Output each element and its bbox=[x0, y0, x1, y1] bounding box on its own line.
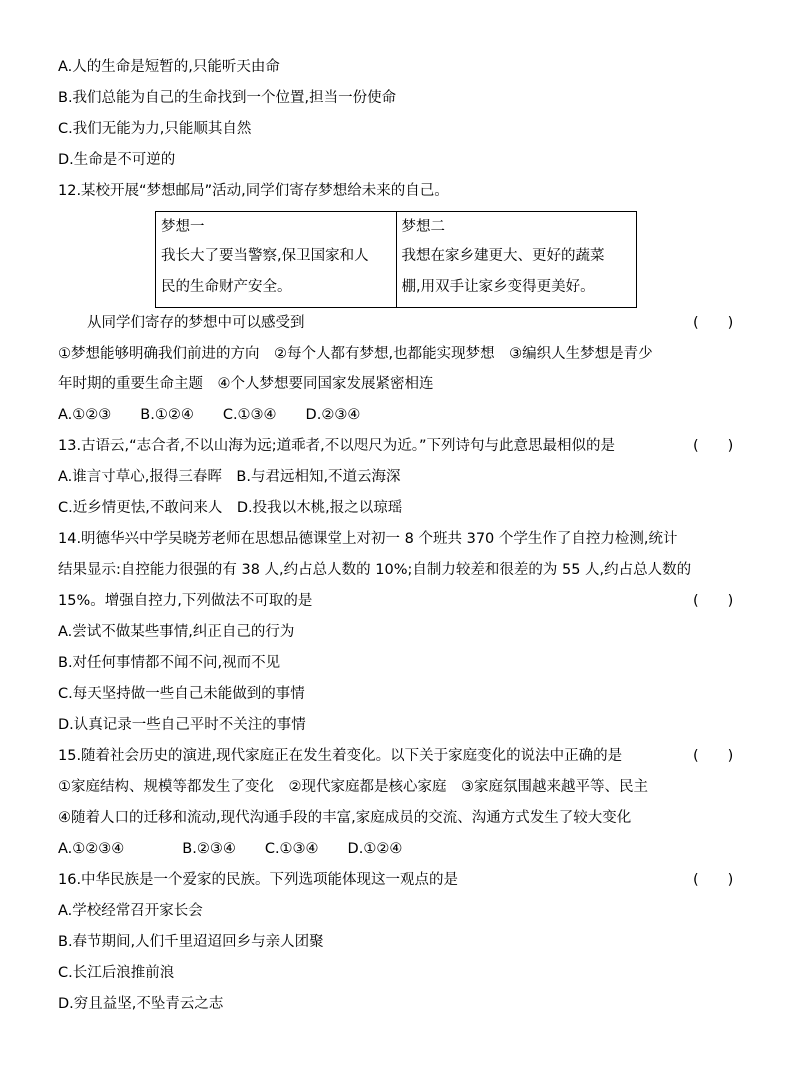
q14-option-b: B.对任何事情都不闻不问,视而不见 bbox=[58, 655, 281, 671]
dream-two-cell bbox=[396, 212, 637, 308]
q15-stem: 15.随着社会历史的演进,现代家庭正在发生着变化。以下关于家庭变化的说法中正确的是 bbox=[58, 748, 623, 764]
q14-answer-paren: ( ) bbox=[693, 593, 734, 609]
q12-statements-line1: ①梦想能够明确我们前进的方向 ②每个人都有梦想,也都能实现梦想 ③编织人生梦想是青少 bbox=[58, 346, 653, 362]
dream-one-line2: 民的生命财产安全。 bbox=[161, 279, 292, 295]
q15-statements-line1: ①家庭结构、规模等都发生了变化 ②现代家庭都是核心家庭 ③家庭氛围越来越平等、民主 bbox=[58, 779, 648, 795]
q12-options: A.①②③ B.①②④ C.①③④ D.②③④ bbox=[58, 407, 361, 423]
q16-option-d: D.穷且益坚,不坠青云之志 bbox=[58, 996, 224, 1012]
q15-statements-line2: ④随着人口的迁移和流动,现代沟通手段的丰富,家庭成员的交流、沟通方式发生了较大变化 bbox=[58, 810, 632, 826]
q14-option-a: A.尝试不做某些事情,纠正自己的行为 bbox=[58, 624, 295, 640]
q16-answer-paren: ( ) bbox=[693, 872, 734, 888]
q12-stem: 12.某校开展“梦想邮局”活动,同学们寄存梦想给未来的自己。 bbox=[58, 183, 449, 199]
q11-option-b: B.我们总能为自己的生命找到一个位置,担当一份使命 bbox=[58, 90, 397, 106]
dream-two-line2: 棚,用双手让家乡变得更美好。 bbox=[401, 279, 595, 295]
q12-statements-line2: 年时期的重要生命主题 ④个人梦想要同国家发展紧密相连 bbox=[58, 376, 434, 392]
q13-stem: 13.古语云,“志合者,不以山海为远;道乖者,不以咫尺为近。”下列诗句与此意思最相似的是 bbox=[58, 438, 616, 454]
q12-prompt: 从同学们寄存的梦想中可以感受到 bbox=[87, 315, 305, 331]
q14-stem-line3: 15%。增强自控力,下列做法不可取的是 bbox=[58, 593, 313, 609]
dream-one-header: 梦想一 bbox=[161, 219, 205, 235]
q14-option-c: C.每天坚持做一些自己未能做到的事情 bbox=[58, 686, 305, 702]
q14-stem-line1: 14.明德华兴中学吴晓芳老师在思想品德课堂上对初一 8 个班共 370 个学生作了自控力检测,统计 bbox=[58, 531, 678, 547]
q15-options: A.①②③④ B.②③④ C.①③④ D.①②④ bbox=[58, 841, 403, 857]
dream-two-line1: 我想在家乡建更大、更好的蔬菜 bbox=[401, 248, 605, 264]
q11-option-c: C.我们无能为力,只能顺其自然 bbox=[58, 121, 252, 137]
q11-option-a: A.人的生命是短暂的,只能听天由命 bbox=[58, 59, 280, 75]
dream-one-line1: 我长大了要当警察,保卫国家和人 bbox=[161, 248, 369, 264]
q14-option-d: D.认真记录一些自己平时不关注的事情 bbox=[58, 717, 306, 733]
q16-option-a: A.学校经常召开家长会 bbox=[58, 903, 203, 919]
q16-option-c: C.长江后浪推前浪 bbox=[58, 965, 175, 981]
dream-table bbox=[155, 211, 637, 308]
q13-options-line1: A.谁言寸草心,报得三春晖 B.与君远相知,不道云海深 bbox=[58, 469, 401, 485]
q13-answer-paren: ( ) bbox=[693, 438, 734, 454]
q11-option-d: D.生命是不可逆的 bbox=[58, 152, 176, 168]
q12-answer-paren: ( ) bbox=[693, 315, 734, 331]
q16-option-b: B.春节期间,人们千里迢迢回乡与亲人团聚 bbox=[58, 934, 324, 950]
q15-answer-paren: ( ) bbox=[693, 748, 734, 764]
dream-two-header: 梦想二 bbox=[401, 219, 445, 235]
q16-stem: 16.中华民族是一个爱家的民族。下列选项能体现这一观点的是 bbox=[58, 872, 459, 888]
dream-one-cell bbox=[156, 212, 397, 308]
q13-options-line2: C.近乡情更怯,不敢问来人 D.投我以木桃,报之以琼瑶 bbox=[58, 500, 403, 516]
q14-stem-line2: 结果显示:自控能力很强的有 38 人,约占总人数的 10%;自制力较差和很差的为 55 人,约占总人数的 bbox=[58, 562, 692, 578]
